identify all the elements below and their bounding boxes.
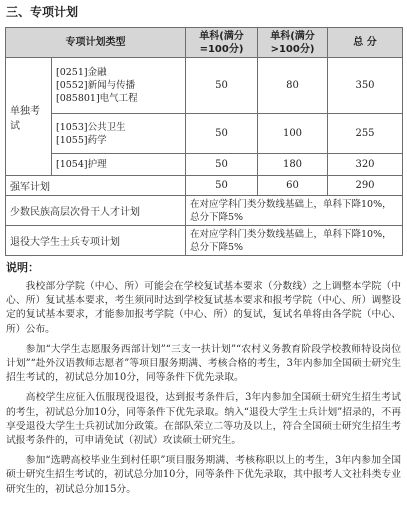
score-total: 255 [328,114,403,154]
table-row [6,176,403,196]
major-code: [085801]电气工程 [56,93,138,104]
score-single-low: 50 [186,154,258,176]
table-row [6,58,403,114]
score-total: 290 [328,176,403,196]
major-code: [0552]新闻与传播 [56,80,136,91]
major-code: [1053]公共卫生 [56,121,126,133]
header-total: 总 分 [328,28,403,58]
note-paragraph: 我校部分学院（中心、所）可能会在学校复试基本要求（分数线）之上调整本学院（中心、所）复试基本要求，考生须同时达到学校复试基本要求和报考学院（中心、所）调整设定的复试基本要求，才能参加报考学院（中心、所）的复试，复试名单将由各学院（中心、所）公布。 [6,281,401,335]
score-single-low: 50 [186,58,258,114]
plan-label-qiangjun: 强军计划 [6,176,186,196]
table-row [6,196,403,226]
major-code: [0251]金融 [56,67,107,78]
score-single-high: 60 [258,176,328,196]
note-paragraph: 参加“大学生志愿服务西部计划”“三支一扶计划”“农村义务教育阶段学校教师特设岗位计划”“赴外汉语教师志愿者”等项目服务期满、考核合格的考生，3年内参加全国硕士研究生招生考试的，初试总分加10分，同等条件下优先录取。 [6,343,401,384]
notes-title: 说明： [6,261,39,274]
header-single-low: 单科(满分=100分) [186,28,258,58]
plan-label-veteran: 退役大学生士兵专项计划 [6,226,186,256]
notes-body [6,280,401,503]
score-single-high: 180 [258,154,328,176]
plan-note-minority: 在对应学科门类分数线基础上，单科下降10%，总分下降5% [186,196,403,226]
group-label-single-exam: 单独考试 [6,58,52,176]
score-total: 320 [328,154,403,176]
header-plan-type: 专项计划类型 [6,28,186,58]
table-row [6,226,403,256]
major-codes-cell [52,154,186,176]
score-single-low: 50 [186,114,258,154]
note-paragraph: 参加“选聘高校毕业生到村任职”项目服务期满、考核称职以上的考生，3年内参加全国硕士研究生招生考试的，初试总分加10分，同等条件下优先录取，其中报考人文社科类专业研究生的，初试总分加15分。 [6,455,401,495]
section-heading: 三、专项计划 [6,5,79,19]
score-single-high: 80 [258,58,328,114]
header-single-high: 单科(满分>100分) [258,28,328,58]
table-row [6,114,403,154]
table-row [6,154,403,176]
special-plan-table [5,27,403,256]
plan-label-minority: 少数民族高层次骨干人才计划 [6,196,186,226]
table-header-row [6,28,403,58]
note-paragraph: 高校学生应征入伍服现役退役，达到报考条件后，3年内参加全国硕士研究生招生考试的考生，初试总分加10分，同等条件下优先录取。纳入“退役大学生士兵计划”招录的，不再享受退役大学生士兵初试加分政策。在部队荣立二等功及以上，符合全国硕士研究生招生考试报考条件的，可申请免试（初试）攻读硕士研究生。 [6,392,401,447]
score-total: 350 [328,58,403,114]
plan-note-veteran: 在对应学科门类分数线基础上，单科下降10%，总分下降5% [186,226,403,256]
score-single-low: 50 [186,176,258,196]
major-codes-cell [52,114,186,154]
score-single-high: 100 [258,114,328,154]
major-code: [1054]护理 [56,159,107,170]
major-codes-cell [52,58,186,114]
major-code: [1055]药学 [56,134,107,146]
